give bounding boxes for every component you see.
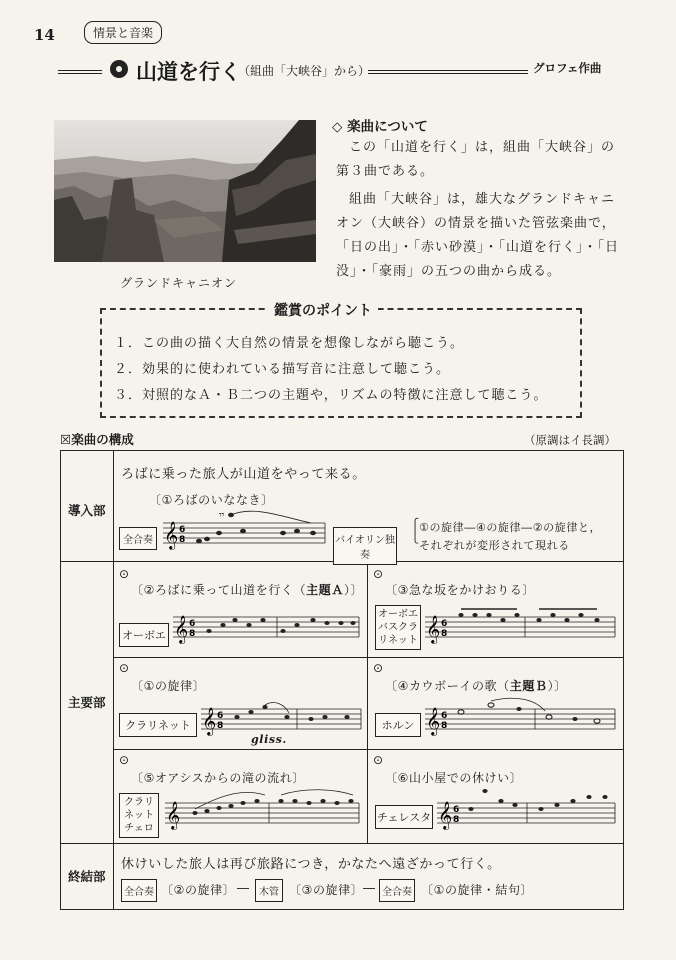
about-paragraph-1: この「山道を行く」は，組曲「大峡谷」の第３曲である。 <box>336 140 616 179</box>
cell-u-theme: 〔①の旋律〕 <box>131 679 206 693</box>
ending-dash-1: ― <box>237 881 250 895</box>
ending-dash-2: ― <box>363 881 376 895</box>
point-item-1: １．この曲の描く大自然の情景を想像しながら聴こう。 <box>114 336 465 351</box>
svg-text:8: 8 <box>189 629 196 639</box>
title-rule-left <box>58 70 102 71</box>
cell-a-theme-bold: 主題Ａ <box>306 583 344 597</box>
bracket-open: ⎧ ⎩ <box>411 518 420 544</box>
listening-points-heading: 鑑賞のポイント <box>268 300 378 320</box>
ending-instrument-tutti-2: 全合奏 <box>379 879 415 902</box>
cell-e-theme <box>385 677 567 694</box>
photo-caption: グランドキャニオン <box>120 276 238 290</box>
point-item-3: ３．対照的なＡ・Ｂ二つの主題や，リズムの特徴に注意して聴こう。 <box>114 388 548 403</box>
svg-text:𝄞: 𝄞 <box>426 615 441 643</box>
main-row-divider <box>113 749 623 750</box>
svg-text:𝄞: 𝄞 <box>438 801 453 829</box>
intro-note-2: それぞれが変形されて現れる <box>419 539 570 552</box>
ending-description: 休けいした旅人は再び旅路につき，かなたへ遠ざかって行く。 <box>121 857 501 872</box>
svg-text:6: 6 <box>179 525 186 535</box>
music-staff-ka <box>437 787 619 835</box>
main-section-label: 主要部 <box>68 695 106 710</box>
cell-i-theme: 〔③急な坂をかけおりる〕 <box>385 583 535 597</box>
ending-instrument-woodwind: 木管 <box>255 879 283 902</box>
main-column-divider <box>367 561 368 843</box>
ending-instrument-tutti: 全合奏 <box>121 879 157 902</box>
ending-label: 終結部 <box>68 869 106 884</box>
intro-label: 導入部 <box>68 503 106 518</box>
song-subtitle: （組曲「大峡谷」から） <box>238 64 371 78</box>
instrument-clarinet: クラリネット <box>119 713 197 737</box>
marker-e: ⊙ <box>373 661 384 675</box>
instrument-horn: ホルン <box>375 713 421 737</box>
main-row-divider <box>113 657 623 658</box>
svg-text:8: 8 <box>179 535 186 545</box>
intro-description: ろばに乗った旅人が山道をやって来る。 <box>121 467 366 482</box>
structure-label <box>60 430 134 448</box>
svg-text:6: 6 <box>441 711 448 721</box>
point-item-2: ２．効果的に使われている描写音に注意して聴こう。 <box>114 362 451 377</box>
ending-theme-1-coda: 〔①の旋律・結句〕 <box>421 883 534 897</box>
svg-text:𝄞: 𝄞 <box>202 707 217 735</box>
instrument-clarinet-cello: クラリ ネット チェロ <box>119 793 159 838</box>
svg-text:𝄞: 𝄞 <box>166 801 181 829</box>
section-tag: 情景と音楽 <box>84 21 162 44</box>
structure-table <box>60 450 624 910</box>
svg-text:𝄞: 𝄞 <box>426 707 441 735</box>
svg-text:𝄞: 𝄞 <box>164 521 179 549</box>
instrument-oboe: オーボエ <box>119 623 169 647</box>
svg-text:6: 6 <box>441 619 448 629</box>
marker-o: ⊙ <box>119 753 130 767</box>
ornament-icon: ◇ <box>332 119 343 135</box>
cell-o-theme: 〔⑤オアシスからの滝の流れ〕 <box>131 771 305 785</box>
structure-label-text: 楽曲の構成 <box>71 432 134 447</box>
about-paragraph-2: 組曲「大峡谷」は，雄大なグランドキャニオン（大峡谷）の情景を描いた管弦楽曲で，「日の出」・「赤い砂漠」・「山道を行く」・「日没」・「豪雨」の五つの曲から成る。 <box>336 192 620 279</box>
intro-note-1: ①の旋律―④の旋律―②の旋律と， <box>419 521 602 534</box>
marker-a: ⊙ <box>119 567 130 581</box>
ending-theme-2: 〔②の旋律〕 <box>161 883 236 897</box>
gliss-marking: gliss. <box>251 733 287 746</box>
ending-theme-3: 〔③の旋律〕 <box>289 883 364 897</box>
svg-text:8: 8 <box>453 815 460 825</box>
row-divider <box>61 843 623 844</box>
svg-text:𝄞: 𝄞 <box>174 615 189 643</box>
music-staff-i <box>425 603 619 649</box>
instrument-celesta: チェレスタ <box>375 805 433 829</box>
instrument-oboe-bass-clarinet: オーボエ バスクラ リネット <box>375 605 421 650</box>
grand-canyon-photo <box>54 120 316 262</box>
music-staff-a <box>173 603 363 649</box>
song-title: 山道を行く <box>136 60 241 84</box>
instrument-tutti: 全合奏 <box>119 527 157 550</box>
svg-text:8: 8 <box>441 629 448 639</box>
marker-ka: ⊙ <box>373 753 384 767</box>
instrument-violin-solo: バイオリン独奏 <box>333 527 397 565</box>
about-heading-text: 楽曲について <box>347 119 428 135</box>
marker-u: ⊙ <box>119 661 130 675</box>
cell-a-theme <box>131 581 363 598</box>
square-icon: ☒ <box>60 432 72 447</box>
music-staff-e <box>425 695 619 741</box>
svg-text:6: 6 <box>453 805 460 815</box>
svg-text:6: 6 <box>217 711 224 721</box>
record-disc-icon <box>110 60 128 78</box>
page-number: 14 <box>34 26 55 44</box>
original-key: （原調はイ長調） <box>524 433 616 447</box>
label-column-divider <box>113 451 114 909</box>
marker-i: ⊙ <box>373 567 384 581</box>
svg-text:6: 6 <box>189 619 196 629</box>
cell-ka-theme: 〔⑥山小屋での休けい〕 <box>385 771 523 785</box>
svg-text:𝄾𝄾: 𝄾𝄾 <box>219 510 225 521</box>
title-rule-right <box>368 70 528 71</box>
svg-text:8: 8 <box>441 721 448 731</box>
composer: グロフェ作曲 <box>533 61 602 75</box>
music-staff-intro <box>163 505 327 555</box>
cell-a-theme-text: 〔②ろばに乗って山道を行く（ <box>131 583 307 597</box>
title-row <box>58 60 628 82</box>
svg-text:8: 8 <box>217 721 224 731</box>
about-heading <box>332 115 428 135</box>
intro-theme: 〔①ろばのいななき〕 <box>149 493 274 507</box>
cell-e-theme-close: ）〕 <box>547 679 567 693</box>
music-staff-o <box>165 789 363 835</box>
cell-a-theme-close: ）〕 <box>343 583 364 597</box>
about-text <box>336 136 624 284</box>
cell-e-theme-bold: 主題Ｂ <box>509 679 548 693</box>
cell-e-theme-text: 〔④カウボーイの歌（ <box>385 679 510 693</box>
